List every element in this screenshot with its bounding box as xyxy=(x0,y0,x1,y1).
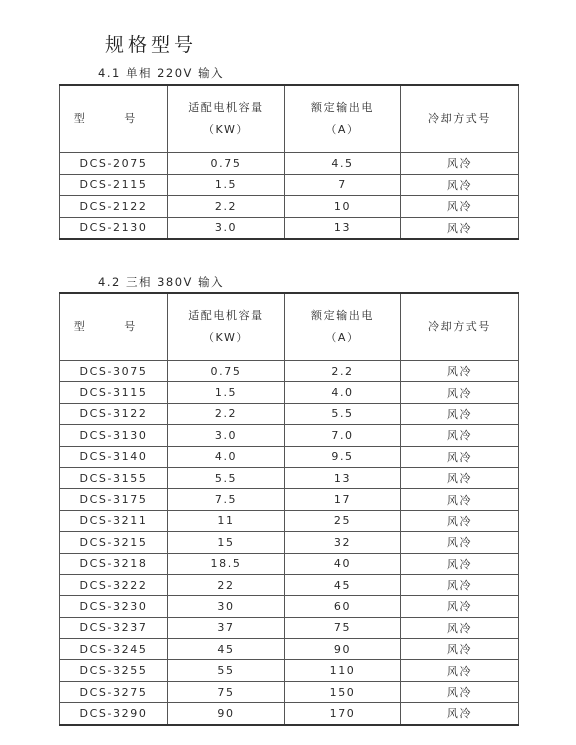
cell-motor-power: 3.0 xyxy=(168,425,285,446)
cell-rated-current: 2.2 xyxy=(285,361,401,382)
header-motor-power: 适配电机容量 （KW） xyxy=(168,293,285,361)
cell-rated-current: 40 xyxy=(285,553,401,574)
cell-model: DCS-3130 xyxy=(60,425,168,446)
spec-table-three-phase xyxy=(59,292,519,726)
table-header-row xyxy=(60,85,519,153)
cell-motor-power: 37 xyxy=(168,617,285,638)
cell-rated-current: 170 xyxy=(285,703,401,725)
cell-model: DCS-3222 xyxy=(60,574,168,595)
cell-model: DCS-3211 xyxy=(60,510,168,531)
table-row xyxy=(60,361,519,382)
page-title: 规格型号 xyxy=(105,34,198,56)
table-row xyxy=(60,681,519,702)
header-model: 型 号 xyxy=(60,293,168,361)
table-row xyxy=(60,382,519,403)
cell-model: DCS-3115 xyxy=(60,382,168,403)
table-row xyxy=(60,467,519,488)
section-title-single-phase: 4.1 单相 220V 输入 xyxy=(98,66,225,80)
cell-model: DCS-3140 xyxy=(60,446,168,467)
table-row xyxy=(60,596,519,617)
cell-motor-power: 15 xyxy=(168,532,285,553)
cell-rated-current: 5.5 xyxy=(285,403,401,424)
cell-motor-power: 30 xyxy=(168,596,285,617)
cell-motor-power: 1.5 xyxy=(168,174,285,196)
cell-rated-current: 13 xyxy=(285,217,401,239)
cell-motor-power: 45 xyxy=(168,639,285,660)
cell-motor-power: 75 xyxy=(168,681,285,702)
cell-rated-current: 45 xyxy=(285,574,401,595)
cell-cooling: 风冷 xyxy=(401,510,519,531)
cell-cooling: 风冷 xyxy=(401,660,519,681)
header-rated-current: 额定输出电 （A） xyxy=(285,293,401,361)
cell-rated-current: 60 xyxy=(285,596,401,617)
cell-model: DCS-3275 xyxy=(60,681,168,702)
cell-cooling: 风冷 xyxy=(401,196,519,218)
cell-motor-power: 2.2 xyxy=(168,196,285,218)
header-motor-power: 适配电机容量 （KW） xyxy=(168,85,285,153)
cell-rated-current: 75 xyxy=(285,617,401,638)
table-row xyxy=(60,639,519,660)
cell-model: DCS-3218 xyxy=(60,553,168,574)
table-row xyxy=(60,489,519,510)
table-row xyxy=(60,660,519,681)
cell-rated-current: 90 xyxy=(285,639,401,660)
cell-motor-power: 5.5 xyxy=(168,467,285,488)
cell-model: DCS-3255 xyxy=(60,660,168,681)
cell-cooling: 风冷 xyxy=(401,617,519,638)
table-row xyxy=(60,425,519,446)
cell-model: DCS-3290 xyxy=(60,703,168,725)
cell-motor-power: 0.75 xyxy=(168,153,285,175)
cell-motor-power: 3.0 xyxy=(168,217,285,239)
cell-model: DCS-2115 xyxy=(60,174,168,196)
cell-rated-current: 9.5 xyxy=(285,446,401,467)
cell-cooling: 风冷 xyxy=(401,553,519,574)
cell-cooling: 风冷 xyxy=(401,467,519,488)
cell-motor-power: 90 xyxy=(168,703,285,725)
cell-motor-power: 11 xyxy=(168,510,285,531)
table-row xyxy=(60,196,519,218)
cell-model: DCS-2122 xyxy=(60,196,168,218)
cell-cooling: 风冷 xyxy=(401,574,519,595)
cell-cooling: 风冷 xyxy=(401,489,519,510)
cell-motor-power: 55 xyxy=(168,660,285,681)
cell-model: DCS-3215 xyxy=(60,532,168,553)
cell-rated-current: 4.5 xyxy=(285,153,401,175)
cell-cooling: 风冷 xyxy=(401,153,519,175)
cell-motor-power: 7.5 xyxy=(168,489,285,510)
cell-rated-current: 13 xyxy=(285,467,401,488)
cell-cooling: 风冷 xyxy=(401,703,519,725)
cell-model: DCS-3245 xyxy=(60,639,168,660)
cell-model: DCS-2130 xyxy=(60,217,168,239)
header-cooling: 冷却方式号 xyxy=(401,85,519,153)
table-row xyxy=(60,153,519,175)
section-title-three-phase: 4.2 三相 380V 输入 xyxy=(98,275,225,289)
table-row xyxy=(60,446,519,467)
cell-model: DCS-3175 xyxy=(60,489,168,510)
cell-rated-current: 7 xyxy=(285,174,401,196)
cell-motor-power: 18.5 xyxy=(168,553,285,574)
cell-rated-current: 32 xyxy=(285,532,401,553)
table-row xyxy=(60,510,519,531)
table-row xyxy=(60,703,519,725)
cell-model: DCS-2075 xyxy=(60,153,168,175)
cell-motor-power: 2.2 xyxy=(168,403,285,424)
cell-rated-current: 7.0 xyxy=(285,425,401,446)
cell-motor-power: 0.75 xyxy=(168,361,285,382)
cell-rated-current: 4.0 xyxy=(285,382,401,403)
cell-cooling: 风冷 xyxy=(401,217,519,239)
cell-rated-current: 10 xyxy=(285,196,401,218)
cell-cooling: 风冷 xyxy=(401,446,519,467)
cell-cooling: 风冷 xyxy=(401,425,519,446)
cell-cooling: 风冷 xyxy=(401,382,519,403)
table-row xyxy=(60,532,519,553)
cell-cooling: 风冷 xyxy=(401,532,519,553)
table-row xyxy=(60,617,519,638)
table-row xyxy=(60,574,519,595)
cell-model: DCS-3075 xyxy=(60,361,168,382)
spec-table-single-phase xyxy=(59,84,519,240)
cell-model: DCS-3230 xyxy=(60,596,168,617)
cell-motor-power: 1.5 xyxy=(168,382,285,403)
table-row xyxy=(60,217,519,239)
cell-rated-current: 25 xyxy=(285,510,401,531)
cell-cooling: 风冷 xyxy=(401,174,519,196)
cell-cooling: 风冷 xyxy=(401,361,519,382)
cell-model: DCS-3155 xyxy=(60,467,168,488)
table-row xyxy=(60,174,519,196)
header-rated-current: 额定输出电 （A） xyxy=(285,85,401,153)
table-row xyxy=(60,403,519,424)
cell-cooling: 风冷 xyxy=(401,639,519,660)
cell-rated-current: 110 xyxy=(285,660,401,681)
cell-cooling: 风冷 xyxy=(401,403,519,424)
header-cooling: 冷却方式号 xyxy=(401,293,519,361)
cell-cooling: 风冷 xyxy=(401,596,519,617)
cell-rated-current: 150 xyxy=(285,681,401,702)
cell-motor-power: 4.0 xyxy=(168,446,285,467)
cell-motor-power: 22 xyxy=(168,574,285,595)
cell-model: DCS-3122 xyxy=(60,403,168,424)
cell-model: DCS-3237 xyxy=(60,617,168,638)
table-row xyxy=(60,553,519,574)
cell-rated-current: 17 xyxy=(285,489,401,510)
cell-cooling: 风冷 xyxy=(401,681,519,702)
table-header-row xyxy=(60,293,519,361)
header-model: 型 号 xyxy=(60,85,168,153)
